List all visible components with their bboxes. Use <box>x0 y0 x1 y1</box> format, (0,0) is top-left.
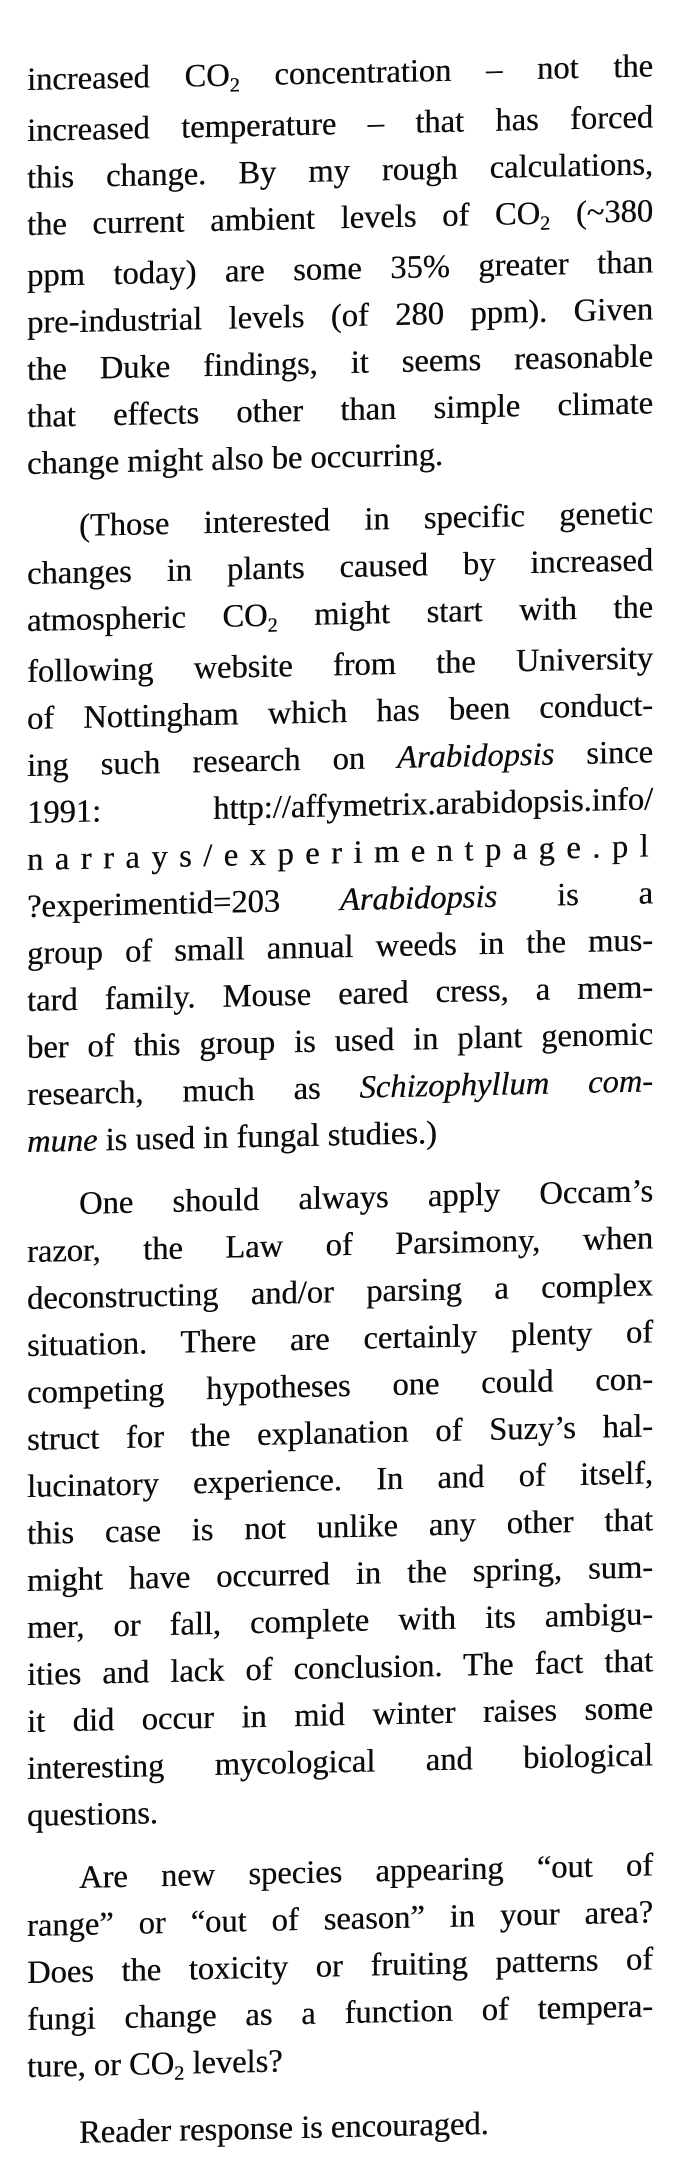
text-segment: Are new species appearing “out of <box>79 1847 653 1896</box>
text-segment: is a <box>497 875 653 915</box>
italic-text: Arabidopsis <box>339 878 498 919</box>
text-segment: questions. <box>27 1795 158 1834</box>
text-segment: razor, the Law of Parsimony, when <box>27 1220 653 1270</box>
text-segment: deconstructing and/or parsing a complex <box>27 1267 653 1317</box>
text-segment: 1991: http://affymetrix.arabidopsis.info/ <box>27 781 653 831</box>
text-segment: (~380 <box>550 193 653 232</box>
text-segment: might have occurred in the spring, sum- <box>27 1549 653 1599</box>
text-segment: range” or “out of season” in your area? <box>27 1894 653 1944</box>
article-text-column <box>27 43 661 2173</box>
italic-text: Arabidopsis <box>397 736 555 776</box>
text-segment: of Nottingham which has been conduct- <box>27 687 653 737</box>
text-segment: Does the toxicity or fruiting patterns of <box>27 1941 653 1991</box>
text-segment: ber of this group is used in plant genomic <box>27 1016 653 1066</box>
text-segment: changes in plants caused by increased <box>27 542 653 592</box>
text-segment: ing such research on <box>27 739 398 784</box>
text-segment: the current ambient levels of CO <box>27 195 541 243</box>
text-segment: competing hypotheses one could con- <box>27 1361 653 1411</box>
subscript-text: 2 <box>229 74 240 98</box>
italic-text: mune <box>27 1122 98 1160</box>
text-segment: increased temperature – that has forced <box>27 99 653 149</box>
paragraph <box>27 2097 653 2158</box>
text-segment: since <box>554 734 653 773</box>
text-segment: is used in fungal studies.) <box>97 1115 437 1159</box>
text-segment: ?experimentid=203 <box>27 882 340 925</box>
text-segment: group of small annual weeds in the mus- <box>27 922 653 972</box>
text-segment: (Those interested in specific genetic <box>79 495 653 544</box>
paragraph <box>27 1168 653 1840</box>
text-segment: situation. There are certainly plenty of <box>27 1314 653 1364</box>
paragraph <box>27 490 661 1166</box>
text-segment: interesting mycological and biological <box>27 1737 653 1787</box>
text-segment: pre-industrial levels (of 280 ppm). Given <box>27 291 653 341</box>
text-segment: increased CO <box>27 57 230 98</box>
text-segment: might start with the <box>277 589 653 634</box>
text-segment: One should always apply Occam’s <box>79 1173 653 1222</box>
subscript-text: 2 <box>174 2063 185 2086</box>
text-segment: lucinatory experience. In and of itself, <box>27 1455 653 1505</box>
text-segment: this case is not unlike any other that <box>27 1502 653 1552</box>
text-segment: fungi change as a function of tempera- <box>27 1988 653 2038</box>
text-segment: ities and lack of conclusion. The fact that <box>27 1643 653 1693</box>
subscript-text: 2 <box>540 213 551 236</box>
text-segment: mer, or fall, complete with its ambigu- <box>27 1596 653 1646</box>
text-segment: research, much as <box>27 1069 360 1113</box>
subscript-text: 2 <box>267 614 278 638</box>
text-segment: concentration – not the <box>239 48 653 94</box>
text-segment: ture, or CO <box>27 2045 175 2085</box>
text-segment: change might also be occurring. <box>27 436 444 482</box>
text-segment: this change. By my rough calculations, <box>27 146 653 196</box>
text-segment: the Duke findings, it seems reasonable <box>27 338 653 388</box>
text-segment: ppm today) are some 35% greater than <box>27 244 653 294</box>
italic-text: Schizophyllum com- <box>359 1063 653 1106</box>
text-segment: that effects other than simple climate <box>27 385 653 435</box>
text-segment: Reader response is encouraged. <box>79 2105 489 2151</box>
text-segment: following website from the University <box>27 640 653 690</box>
text-segment: struct for the explanation of Suzy’s hal- <box>27 1408 653 1458</box>
paragraph <box>27 43 653 488</box>
text-segment: levels? <box>184 2043 283 2082</box>
paragraph <box>27 1842 653 2095</box>
text-line <box>27 2097 653 2158</box>
letterspaced-text: narrays/experimentpage.pl <box>27 828 661 878</box>
text-segment: tard family. Mouse eared cress, a mem- <box>27 969 653 1019</box>
text-segment: atmospheric CO <box>27 597 268 639</box>
text-segment: it did occur in mid winter raises some <box>27 1690 653 1740</box>
